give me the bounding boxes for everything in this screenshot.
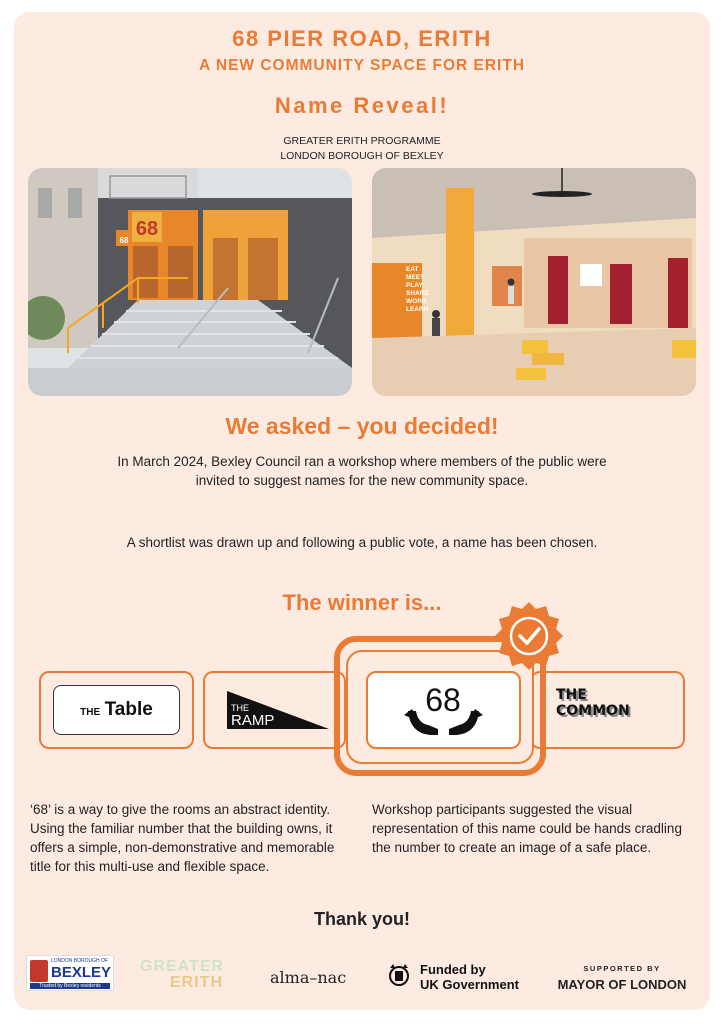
option-prefix: THE (80, 707, 101, 718)
name-reveal-heading: Name Reveal! (274, 93, 450, 118)
description-left: ‘68’ is a way to give the rooms an abstract identity. Using the familiar number that the building owns, it offers a simple, non-demonstrative and memorable title for this multi-use and flexible space. (30, 802, 335, 874)
exterior-sign-68: 68 (135, 218, 159, 240)
winner-check-badge-icon (494, 600, 564, 670)
thank-you: Thank you! (313, 909, 410, 929)
wall-word: EAT (406, 266, 419, 273)
interior-render-drawing (372, 168, 696, 396)
wall-word: WORK (406, 298, 427, 305)
borough-name: LONDON BOROUGH OF BEXLEY (280, 150, 444, 162)
exterior-render-image (28, 168, 352, 396)
the-table-logo (53, 685, 180, 735)
greater-text: GREATER (140, 958, 225, 975)
wall-word: SHARE (406, 290, 429, 297)
option-name: 68 (425, 682, 461, 718)
option-prefix: THE (556, 687, 587, 703)
programme-name: GREATER ERITH PROGRAMME (283, 135, 441, 147)
greater-erith-logo (140, 958, 230, 990)
supported-by-text: SUPPORTED BY (583, 964, 661, 973)
intro-paragraph-1: In March 2024, Bexley Council ran a workshop where members of the public were invited to suggest names for the new community space. (117, 454, 607, 488)
bexley-tagline: Trusted by Bexley residents (30, 983, 110, 989)
option-name: RAMP (231, 712, 275, 729)
interior-render-image (372, 168, 696, 396)
we-asked-heading: We asked – you decided! (225, 413, 499, 439)
intro-paragraph-2: A shortlist was drawn up and following a public vote, a name has been chosen. (126, 535, 598, 550)
wall-word: MEET (406, 274, 425, 281)
option-the-common (530, 671, 685, 749)
royal-arms-icon (386, 962, 412, 990)
funded-line-2: UK Government (420, 977, 519, 992)
funded-by-text (420, 962, 519, 992)
mayor-of-london-logo (548, 964, 696, 992)
mayor-text: MAYOR OF LONDON (557, 977, 687, 992)
option-prefix: THE (231, 703, 249, 713)
bexley-crest-icon (30, 960, 48, 982)
winner-heading: The winner is... (282, 590, 442, 615)
poster-subtitle: A NEW COMMUNITY SPACE FOR ERITH (198, 57, 526, 74)
programme-label (0, 134, 724, 164)
poster-title: 68 PIER ROAD, ERITH (232, 26, 492, 51)
almanac-logo: alma–nac (270, 968, 347, 987)
option-68 (366, 671, 521, 749)
wall-word: LEARN (406, 306, 429, 313)
option-the-ramp (203, 671, 346, 749)
description-right: Workshop participants suggested the visual representation of this name could be hands cradling the number to create an image of a safe place. (372, 802, 682, 855)
68-hands-logo (368, 673, 519, 747)
erith-text: ERITH (170, 974, 223, 991)
wall-word: PLAY (406, 282, 423, 289)
the-ramp-logo (217, 685, 333, 735)
exterior-sign-68-small: 68 (119, 236, 129, 245)
bexley-name: BEXLEY (51, 964, 112, 981)
bexley-logo (26, 955, 114, 991)
option-name: Table (104, 699, 153, 720)
the-common-logo (556, 687, 630, 719)
exterior-render-drawing (28, 168, 352, 396)
option-the-table (39, 671, 194, 749)
funded-line-1: Funded by (420, 962, 486, 977)
bexley-top-text: LONDON BOROUGH OF (51, 958, 108, 964)
option-name: COMMON (556, 703, 630, 719)
